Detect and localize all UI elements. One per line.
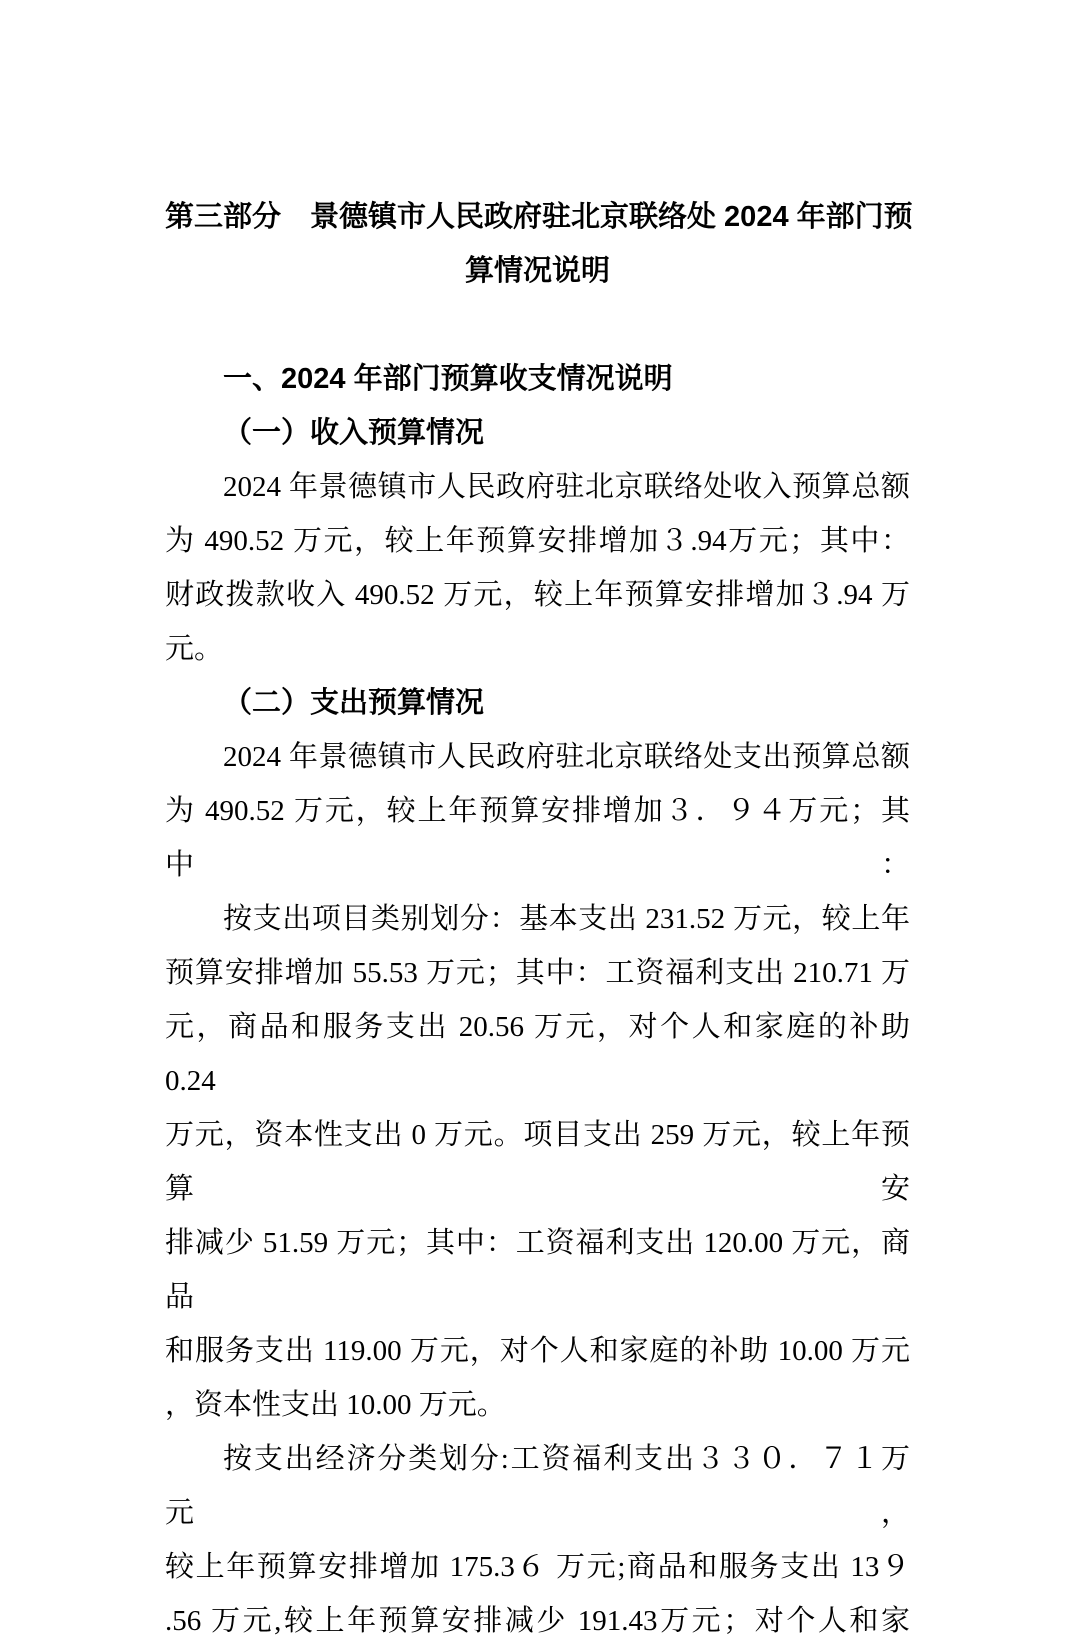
paragraph-line: 按支出经济分类划分:工资福利支出３３０．７１万元， — [165, 1443, 910, 1529]
paragraph-line: 2024 年景德镇市人民政府驻北京联络处收入预算总额 — [223, 471, 910, 503]
paragraph-line: 预算安排增加 55.53 万元；其中：工资福利支出 210.71 万 — [165, 957, 910, 989]
paragraph-line: .56 万元,较上年预算安排减少 191.43万元；对个人和家 — [165, 1605, 910, 1637]
paragraph-line: 和服务支出 119.00 万元，对个人和家庭的补助 10.00 万元 — [165, 1335, 910, 1367]
paragraph-line: 2024 年景德镇市人民政府驻北京联络处支出预算总额 — [223, 741, 910, 773]
section-heading-budget-overview: 一、2024 年部门预算收支情况说明 — [223, 363, 673, 395]
paragraph-line: 元。 — [165, 633, 224, 665]
document-title-line-2: 算情况说明 — [464, 255, 610, 287]
paragraph-line: 元，商品和服务支出 20.56 万元，对个人和家庭的补助 0.24 — [165, 1011, 910, 1097]
subsection-heading-income: （一）收入预算情况 — [223, 417, 485, 449]
blank-line — [165, 298, 910, 352]
document-title-line-1: 第三部分 景德镇市人民政府驻北京联络处 2024 年部门预 — [165, 201, 913, 233]
paragraph-expenditure-total — [165, 730, 910, 892]
paragraph-line: ，资本性支出 10.00 万元。 — [165, 1389, 506, 1421]
paragraph-expenditure-by-item — [165, 892, 910, 1432]
paragraph-line: 为 490.52 万元，较上年预算安排增加３.94万元；其中： — [165, 525, 910, 557]
paragraph-line: 万元，资本性支出 0 万元。项目支出 259 万元，较上年预算安 — [165, 1119, 910, 1205]
paragraph-line: 为 490.52 万元，较上年预算安排增加３．９４万元；其中： — [165, 795, 910, 881]
paragraph-line: 较上年预算安排增加 175.3６ 万元;商品和服务支出 13９ — [165, 1551, 910, 1583]
paragraph-income — [165, 460, 910, 676]
paragraph-line: 排减少 51.59 万元；其中：工资福利支出 120.00 万元，商品 — [165, 1227, 910, 1313]
subsection-heading-expenditure: （二）支出预算情况 — [223, 687, 485, 719]
paragraph-expenditure-by-economic-class — [165, 1432, 910, 1648]
paragraph-line: 按支出项目类别划分：基本支出 231.52 万元，较上年 — [223, 903, 910, 935]
paragraph-line: 财政拨款收入 490.52 万元，较上年预算安排增加３.94 万 — [165, 579, 910, 611]
document-title — [165, 190, 913, 298]
